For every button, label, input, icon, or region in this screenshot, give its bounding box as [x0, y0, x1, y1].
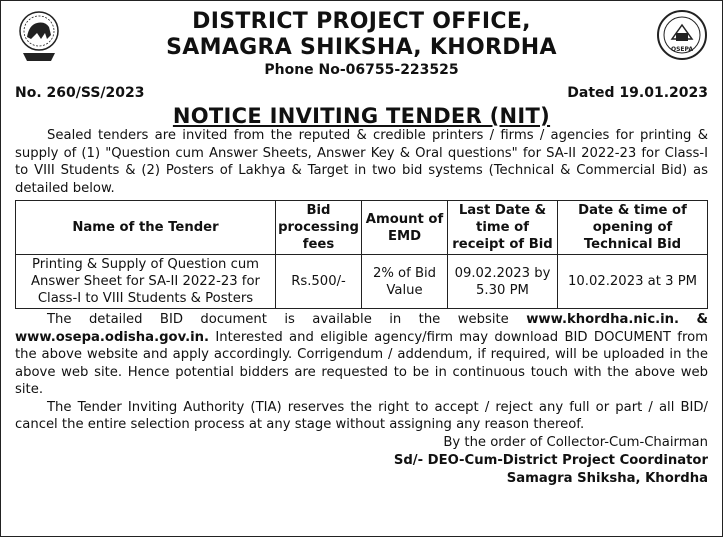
- reference-number: No. 260/SS/2023: [15, 85, 145, 101]
- header-bid-fees: Bid processing fees: [276, 201, 362, 255]
- cell-opening-date: 10.02.2023 at 3 PM: [558, 255, 708, 309]
- tender-table: [15, 200, 708, 309]
- website-link-osepa[interactable]: www.osepa.odisha.gov.in.: [15, 329, 210, 345]
- org-name-line2: SAMAGRA SHIKSHA, KHORDHA: [166, 35, 557, 60]
- osepa-seal-icon: [656, 9, 708, 61]
- seal-label: OSEPA: [670, 46, 694, 53]
- notice-title: NOTICE INVITING TENDER (NIT): [172, 104, 551, 128]
- signatory-line: Sd/- DEO-Cum-District Project Coordinator: [393, 452, 708, 468]
- phone-number: Phone No-06755-223525: [264, 62, 459, 78]
- cell-bid-fees: Rs.500/-: [276, 255, 362, 309]
- cell-last-date: 09.02.2023 by 5.30 PM: [448, 255, 558, 309]
- bid-doc-details: Interested and eligible agency/firm may download BID DOCUMENT from the above website and apply accordingly. Corrigendum / addendum, if required, will be uploaded in the above web site. Hence potential bidders are requested to be in continuous touch with the above web site.: [15, 329, 708, 397]
- table-header-row: [16, 201, 708, 255]
- bid-doc-text: The detailed BID document is available in the website: [47, 312, 509, 327]
- website-link-khordha[interactable]: www.khordha.nic.in.: [526, 312, 680, 327]
- notice-header: [15, 9, 708, 85]
- cell-emd: 2% of Bid Value: [362, 255, 448, 309]
- tia-paragraph: The Tender Inviting Authority (TIA) reserves the right to accept / reject any full or part / all BID/ cancel the entire selection process at any stage without assigning any reason thereof.: [15, 399, 708, 432]
- bid-document-paragraph: [15, 311, 708, 399]
- cell-tender-name: Printing & Supply of Question cum Answer Sheet for SA-II 2022-23 for Class-I to VIII Students & Posters: [16, 255, 276, 309]
- odisha-emblem-icon: [15, 9, 63, 65]
- header-tender-name: Name of the Tender: [16, 201, 276, 255]
- org-name-line1: DISTRICT PROJECT OFFICE,: [192, 9, 531, 34]
- header-emd: Amount of EMD: [362, 201, 448, 255]
- order-line: By the order of Collector-Cum-Chairman: [443, 434, 708, 450]
- header-last-date: Last Date & time of receipt of Bid: [448, 201, 558, 255]
- reference-row: [15, 85, 708, 101]
- org-block: [75, 9, 648, 79]
- reference-date: Dated 19.01.2023: [567, 85, 708, 101]
- table-row: [16, 255, 708, 309]
- intro-paragraph: Sealed tenders are invited from the reputed & credible printers / firms / agencies for printing & supply of (1) "Question cum Answer Sheets, Answer Key & Oral questions" for SA-II 2022-23 for Class-I to VIII Students & (2) Posters of Lakhya & Target in two bid systems (Technical & Commercial Bid) as detailed below.: [15, 128, 708, 196]
- office-line: Samagra Shiksha, Khordha: [506, 470, 708, 486]
- header-opening-date: Date & time of opening of Technical Bid: [558, 201, 708, 255]
- ampersand: &: [696, 312, 708, 327]
